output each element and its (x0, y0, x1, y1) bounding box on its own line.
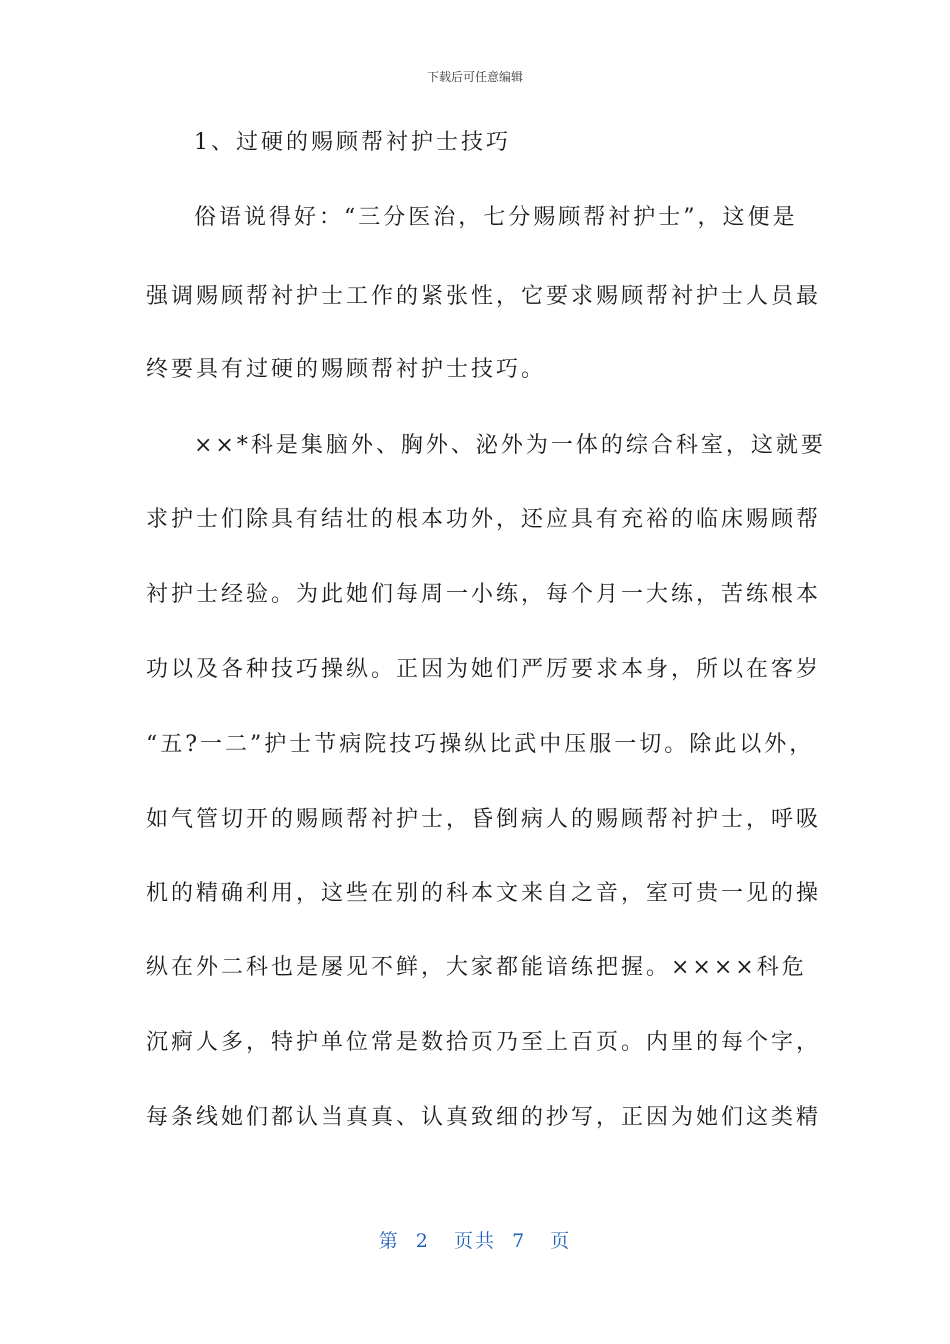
paragraph-line: 终要具有过硬的赐顾帮衬护士技巧。 (146, 357, 547, 382)
paragraph-line: 求护士们除具有结壮的根本功外，还应具有充裕的临床赐顾帮 (146, 507, 822, 532)
paragraph-line: 衬护士经验。为此她们每周一小练，每个月一大练，苦练根本 (146, 582, 822, 607)
page-header: 下载后可任意编辑 (426, 70, 523, 84)
paragraph-line: 俗语说得好：“三分医治，七分赐顾帮衬护士”，这便是 (194, 205, 798, 230)
paragraph-line: 机的精确利用，这些在别的科本文来自之音，室可贵一见的操 (146, 881, 822, 906)
paragraph-line: 如气管切开的赐顾帮衬护士，昏倒病人的赐顾帮衬护士，呼吸 (146, 807, 822, 832)
paragraph-line: 每条线她们都认当真真、认真致细的抄写，正因为她们这类精 (146, 1105, 822, 1130)
paragraph-line: “五?一二”护士节病院技巧操纵比武中压服一切。除此以外， (146, 732, 815, 757)
paragraph-line: ××*科是集脑外、胸外、泌外为一体的综合科室，这就要 (194, 433, 826, 458)
paragraph-line: 沉痾人多，特护单位常是数拾页乃至上百页。内里的每个字， (146, 1030, 822, 1055)
paragraph-line: 强调赐顾帮衬护士工作的紧张性，它要求赐顾帮衬护士人员最 (146, 284, 822, 309)
paragraph-line: 纵在外二科也是屡见不鲜，大家都能谙练把握。××××科危 (146, 955, 807, 980)
page-number-footer: 第 2 页共 7 页 (378, 1230, 572, 1252)
paragraph-line: 功以及各种技巧操纵。正因为她们严厉要求本身，所以在客岁 (146, 657, 822, 682)
section-heading: 1、过硬的赐顾帮衬护士技巧 (194, 130, 511, 155)
